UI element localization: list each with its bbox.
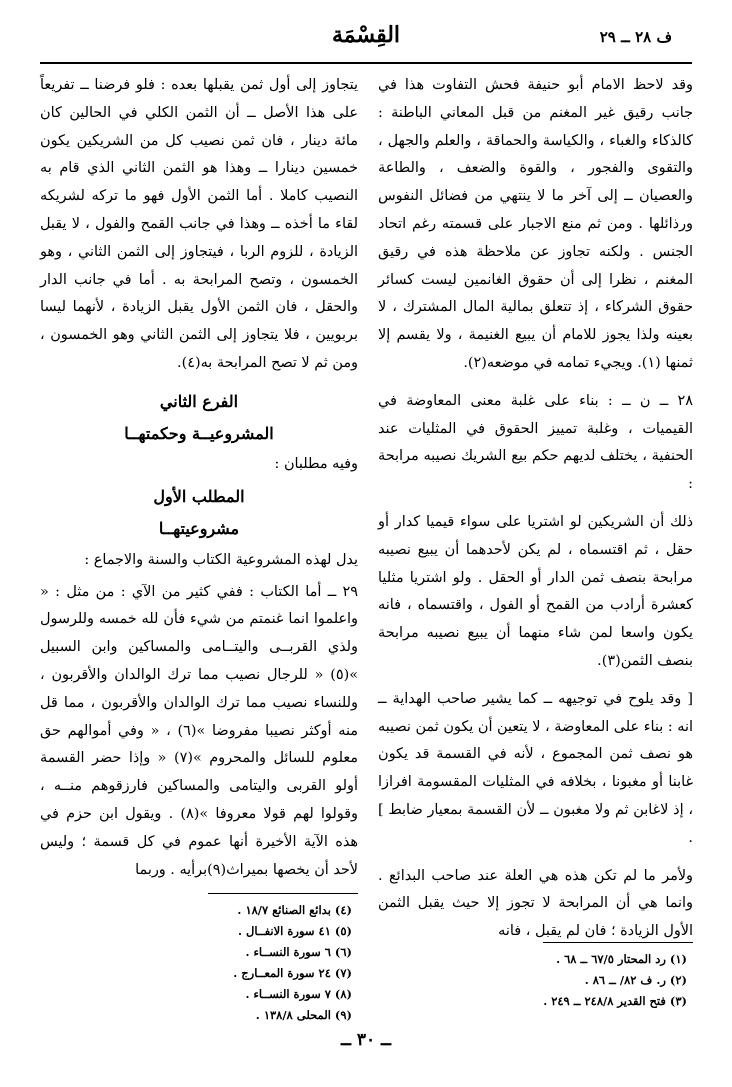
left-column bbox=[40, 72, 358, 894]
branch-intro: وفيه مطلبان : bbox=[274, 456, 358, 473]
paragraph: [ وقد يلوح في توجيهه ــ كما يشير صاحب الهداية ــ انه : بناء على المعاوضة ، لا يتعين أن يكون ثمن نصيبه هو نصف ثمن المجموع ، لأنه في القسمة قد يكون غابنا أو مغبونا ، بخلافه في المثليات المقسومة افرازا ، إذ لاغابن ثم ولا مغبون ــ لأن القسمة بمعيار ضابط ] . bbox=[378, 690, 693, 846]
footnote: (٤) بدائع الصنائع ١٨/٧ . bbox=[237, 903, 352, 917]
footnote: (٨) ٧ سورة النســاء . bbox=[245, 987, 352, 1001]
footnote: (٢) ر. ف ٨٢/ ــ ٨٦ . bbox=[584, 973, 687, 987]
right-footnotes bbox=[378, 942, 693, 1012]
branch-subtitle: المشروعيــة وحكمتهــا bbox=[124, 423, 274, 443]
paragraph: ٢٩ ــ أما الكتاب : ففي كثير من الآي : من مثل : « واعلموا انما غنمتم من شيء فأن لله خمسه وللرسول ولذي القربــى واليتــامى والمساكين وابن السبيل »(٥) « للرجال نصيب مما ترك الوالدان والأقربون ، وللنساء نصيب مما ترك الوالدان والأقربون ، مما قل منه أوكثر نصيبا مفروضا »(٦) ، « وفي أموالهم حق معلوم للسائل والمحروم »(٧) « وإذا حضر القسمة أولو القربى واليتامى والمساكين فارزقوهم منــه ، وقولوا لهم قولا معروفا »(٨) . ويقول ابن حزم في هذه الآية الأخيرة أنها عموم في كل قسمة ؛ وليس لأحد أن يخصها بميراث(٩)برأيه . وربما bbox=[40, 583, 359, 878]
paragraph: وقد لاحظ الامام أبو حنيفة فحش التفاوت هذا في جانب رقيق غير المغنم من قبل المعاني الباطنة : كالذكاء والغباء ، والكياسة والحماقة ، والعلم والجهل ، والتقوى والفجور ، والقوة والضعف ، والطاعة والعصيان ــ إلى آخر ما لا ينتهي من فضائل النفوس ورذائلها . ومن ثم منع الاجبار على قسمته رغم اتحاد الجنس . ولكنه تجاوز عن ملاحظة هذه في رقيق المغنم ، نظرا إلى أن حقوق الغانمين ليست كسائر حقوق الشركاء ، إذ تتعلق بمالية المال المشترك ، لا بعينه ولذا يجوز للامام أن يبيع الغنيمة ، ولا يقسم إلا ثمنها (١). ويجيء تمامه في موضعه(٢). bbox=[378, 77, 693, 371]
running-title: القِسْمَة bbox=[331, 22, 401, 48]
paragraph: ٢٨ ــ ن ــ : بناء على غلبة معنى المعاوضة في القيميات ، وغلبة تمييز الحقوق في المثليات عند الحنفية ، يختلف لديهم حكم بيع الشريك نصيبه مرابحة : bbox=[378, 392, 693, 493]
section-reference: ف ٢٨ ــ ٢٩ bbox=[599, 28, 672, 46]
paragraph: ذلك أن الشريكين لو اشتريا على سواء قيميا كدار أو حقل ، ثم اقتسماه ، لم يكن لأحدهما أن يبيع نصيبه مرابحة بنصف ثمن الدار أو الحقل . ولو اشتريا مثليا كعشرة أرادب من القمح أو الفول ، واقتسماه ، فانه يكون واسعا لمن شاء منهما أن يبيع نصيبه مرابحة بنصف الثمن(٣). bbox=[378, 513, 693, 669]
footnote: (٥) ٤١ سورة الانفــال . bbox=[238, 924, 352, 938]
topic-title: المطلب الأول bbox=[153, 487, 245, 507]
topic-subtitle: مشروعيتهــا bbox=[158, 518, 240, 538]
footnote-rule bbox=[543, 942, 693, 943]
paragraph: يتجاوز إلى أول ثمن يقبلها بعده : فلو فرضنا ــ تفريعاً على هذا الأصل ــ أن الثمن الكلي في الحالين كان مائة دينار ، فان ثمن نصيب كل من الشريكين يكون خمسين دينارا ــ وهذا هو الثمن الثاني الذي قام به النصيب كاملا . أما الثمن الأول فهو ما تركه لشريكه لقاء ما أخذه ــ وهذا في جانب القمح والفول ، لا يقبل الزيادة ، للزوم الربا ، فيتجاوز إلى الثمن الثاني ، وهو الخمسون ، وتصح المرابحة به . أما في جانب الدار والحقل ، فان الثمن الأول يقبل الزيادة ، لأنهما ليسا بربويين ، فلا يتجاوز إلى الثمن الثاني وهو الخمسون ، ومن ثم لا تصح المرابحة به(٤). bbox=[40, 77, 358, 371]
footnote: (٧) ٢٤ سورة المعــارج . bbox=[233, 966, 352, 980]
footnote: (٩) المحلى ١٣٨/٨ . bbox=[255, 1008, 352, 1022]
footnote: (١) رد المحتار ٦٧/٥ ــ ٦٨ . bbox=[556, 952, 687, 966]
page-header bbox=[40, 18, 692, 64]
page-number: ــ ٣٠ ــ bbox=[340, 1030, 392, 1050]
footnote: (٣) فتح القدير ٢٤٨/٨ ــ ٢٤٩ . bbox=[543, 994, 687, 1008]
right-column bbox=[378, 72, 693, 956]
footnote: (٦) ٦ سورة النســاء . bbox=[245, 945, 352, 959]
footnote-rule bbox=[208, 893, 358, 894]
paragraph: ولأمر ما لم تكن هذه هي العلة عند صاحب البدائع . وانما هي أن المرابحة لا تجوز إلا حيث يقبل الثمن الأول الزيادة ؛ فان لم يقبل ، فانه bbox=[378, 867, 693, 940]
paragraph: يدل لهذه المشروعية الكتاب والسنة والاجماع : bbox=[84, 551, 358, 568]
left-footnotes bbox=[40, 893, 358, 1026]
branch-title: الفرع الثاني bbox=[159, 391, 239, 411]
